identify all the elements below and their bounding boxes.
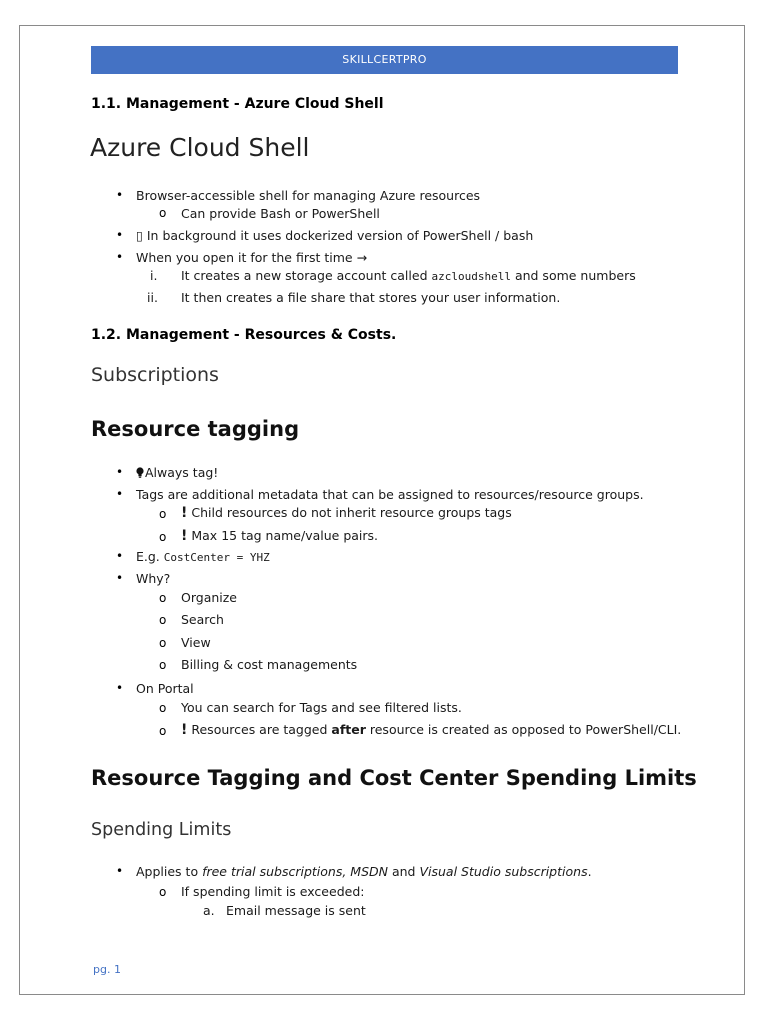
header-banner: SKILLCERTPRO <box>91 46 678 74</box>
list-item: View <box>181 635 211 650</box>
list-item: Tags are additional metadata that can be assigned to resources/resource groups. <box>136 487 644 502</box>
sub-bullet-icon: o <box>159 724 167 738</box>
roman-numeral: ii. <box>147 290 158 305</box>
list-item: ! Resources are tagged after resource is created as opposed to PowerShell/CLI. <box>181 722 682 738</box>
lightbulb-icon <box>136 467 144 478</box>
exclamation-icon: ! <box>181 528 188 544</box>
sub-bullet-icon: o <box>159 701 167 715</box>
list-item: E.g. CostCenter = YHZ <box>136 549 270 564</box>
list-item: When you open it for the first time → <box>136 250 368 265</box>
sub-bullet-icon: o <box>159 613 167 627</box>
list-letter: a. <box>203 903 215 918</box>
bullet-icon: • <box>116 487 124 501</box>
list-item: Always tag! <box>136 465 218 480</box>
sub-bullet-icon: o <box>159 636 167 650</box>
list-item: You can search for Tags and see filtered lists. <box>181 700 462 715</box>
bullet-icon: • <box>116 681 124 695</box>
list-item: Why? <box>136 571 171 586</box>
roman-numeral: i. <box>150 268 158 283</box>
list-item: ! Max 15 tag name/value pairs. <box>181 528 379 544</box>
bullet-icon: • <box>116 465 124 479</box>
bullet-icon: • <box>116 228 124 242</box>
sub-bullet-icon: o <box>159 591 167 605</box>
list-item: Search <box>181 612 224 627</box>
missing-glyph-icon: ▯ <box>136 228 143 243</box>
list-item: Billing & cost managements <box>181 657 358 672</box>
title-azure-cloud-shell: Azure Cloud Shell <box>90 133 310 162</box>
heading-tagging-cost-center: Resource Tagging and Cost Center Spending Limits <box>91 766 697 790</box>
subheading-subscriptions: Subscriptions <box>91 364 219 386</box>
sub-bullet-icon: o <box>159 530 167 544</box>
list-item: ▯ In background it uses dockerized version of PowerShell / bash <box>136 228 534 243</box>
list-item: On Portal <box>136 681 194 696</box>
inline-code: CostCenter = YHZ <box>163 551 270 564</box>
list-item: Browser-accessible shell for managing Azure resources <box>136 188 481 203</box>
list-item: Can provide Bash or PowerShell <box>181 206 380 221</box>
inline-code: azcloudshell <box>431 270 511 283</box>
list-item: It then creates a file share that stores your user information. <box>181 290 561 305</box>
heading-resource-tagging: Resource tagging <box>91 417 300 441</box>
bullet-icon: • <box>116 549 124 563</box>
list-item: It creates a new storage account called azcloudshell and some numbers <box>181 268 636 283</box>
list-item: Email message is sent <box>226 903 366 918</box>
page-number: pg. 1 <box>93 963 121 976</box>
section-heading-1-1: 1.1. Management - Azure Cloud Shell <box>91 96 384 112</box>
sub-bullet-icon: o <box>159 507 167 521</box>
bullet-icon: • <box>116 250 124 264</box>
sub-bullet-icon: o <box>159 206 167 220</box>
sub-bullet-icon: o <box>159 885 167 899</box>
bullet-icon: • <box>116 188 124 202</box>
list-item: If spending limit is exceeded: <box>181 884 365 899</box>
exclamation-icon: ! <box>181 505 188 521</box>
bullet-icon: • <box>116 864 124 878</box>
exclamation-icon: ! <box>181 722 188 738</box>
list-item: ! Child resources do not inherit resource groups tags <box>181 505 512 521</box>
section-heading-1-2: 1.2. Management - Resources & Costs. <box>91 327 397 343</box>
list-item: Applies to free trial subscriptions, MSDN and Visual Studio subscriptions. <box>136 864 592 879</box>
list-item: Organize <box>181 590 237 605</box>
bullet-icon: • <box>116 571 124 585</box>
subheading-spending-limits: Spending Limits <box>91 820 232 840</box>
sub-bullet-icon: o <box>159 658 167 672</box>
